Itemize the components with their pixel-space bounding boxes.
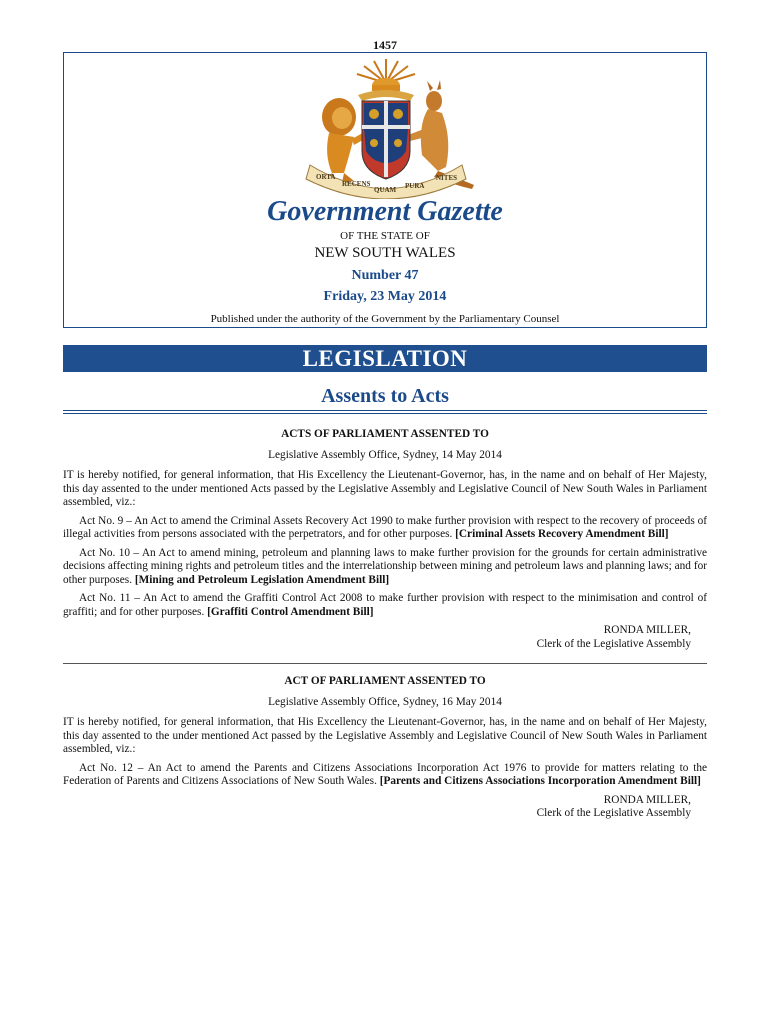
act-bill-name: [Mining and Petroleum Legislation Amendment Bill]	[134, 573, 390, 586]
act-bill-name: [Criminal Assets Recovery Amendment Bill]	[455, 528, 669, 540]
signatory-title: Clerk of the Legislative Assembly	[536, 807, 691, 819]
legislation-banner: LEGISLATION	[63, 345, 707, 372]
act-entry	[63, 547, 707, 588]
motto-word: NITES	[436, 174, 458, 182]
notice-divider	[63, 663, 707, 664]
section-rule	[63, 413, 707, 414]
notice-intro: IT is hereby notified, for general information, that His Excellency the Lieutenant-Governor, has, in the name and on behalf of Her Majesty, this day assented to the under mentioned Acts passed by the Legislative Assembly and Legislative Council of New South Wales in Parliament assembled, viz.:	[63, 469, 707, 508]
page-number: 1457	[373, 38, 397, 52]
section-title: Assents to Acts	[321, 385, 449, 407]
act-text: Act No. 10 – An Act to amend mining, petroleum and planning laws to make further provision for the grounds for certain administrative decisions affecting mining rights and petroleum titles and the interrelationship between mining and petroleum laws and planning laws; and for other purposes.	[63, 546, 707, 586]
notice-office-date: Legislative Assembly Office, Sydney, 16 May 2014	[268, 695, 502, 708]
gazette-of-the-state: OF THE STATE OF	[340, 230, 430, 242]
act-bill-name: [Parents and Citizens Associations Incorporation Amendment Bill]	[379, 775, 701, 787]
motto-word: QUAM	[374, 186, 397, 194]
nsw-coat-of-arms-icon	[284, 55, 488, 199]
gazette-date: Friday, 23 May 2014	[323, 289, 447, 304]
motto-word: PURA	[405, 182, 425, 190]
act-entry	[63, 592, 707, 619]
notice-heading: ACTS OF PARLIAMENT ASSENTED TO	[281, 428, 489, 440]
gazette-title: Government Gazette	[267, 196, 503, 227]
notice-heading: ACT OF PARLIAMENT ASSENTED TO	[284, 675, 486, 687]
gazette-number: Number 47	[351, 268, 419, 283]
signatory-name: RONDA MILLER,	[603, 624, 691, 636]
act-entry	[63, 762, 707, 789]
gazette-content	[63, 428, 707, 821]
notice-intro: IT is hereby notified, for general information, that His Excellency the Lieutenant-Governor, has, in the name and on behalf of Her Majesty, this day assented to the under mentioned Act passed by the Legislative Assembly and Legislative Council of New South Wales in Parliament assembled, viz.:	[63, 716, 707, 755]
motto-word: ORTA	[316, 173, 336, 181]
gazette-state: NEW SOUTH WALES	[314, 245, 456, 261]
notice-office-date: Legislative Assembly Office, Sydney, 14 May 2014	[268, 448, 502, 461]
signatory-name: RONDA MILLER,	[603, 793, 691, 806]
act-bill-name: [Graffiti Control Amendment Bill]	[207, 605, 374, 618]
act-text: Act No. 9 – An Act to amend the Criminal Assets Recovery Act 1990 to make further provision with respect to the recovery of proceeds of illegal activities from persons associated with the perpetrators, and for other purposes.	[63, 514, 707, 540]
notice-acts-assented	[63, 428, 707, 651]
notice-act-assented	[63, 675, 707, 821]
act-entry	[63, 515, 707, 542]
act-text: Act No. 11 – An Act to amend the Graffiti Control Act 2008 to make further provision with respect to the minimisation and control of graffiti; and for other purposes.	[63, 592, 707, 618]
motto-word: RECENS	[342, 180, 371, 188]
gazette-masthead	[63, 52, 707, 328]
signatory-title: Clerk of the Legislative Assembly	[536, 637, 691, 650]
gazette-publisher-line: Published under the authority of the Government by the Parliamentary Counsel	[210, 313, 560, 325]
act-text: Act No. 12 – An Act to amend the Parents and Citizens Associations Incorporation Act 1976 to provide for matters relating to the Federation of Parents and Citizens Associations of New South Wales.	[63, 761, 707, 787]
section-rule	[63, 410, 707, 411]
